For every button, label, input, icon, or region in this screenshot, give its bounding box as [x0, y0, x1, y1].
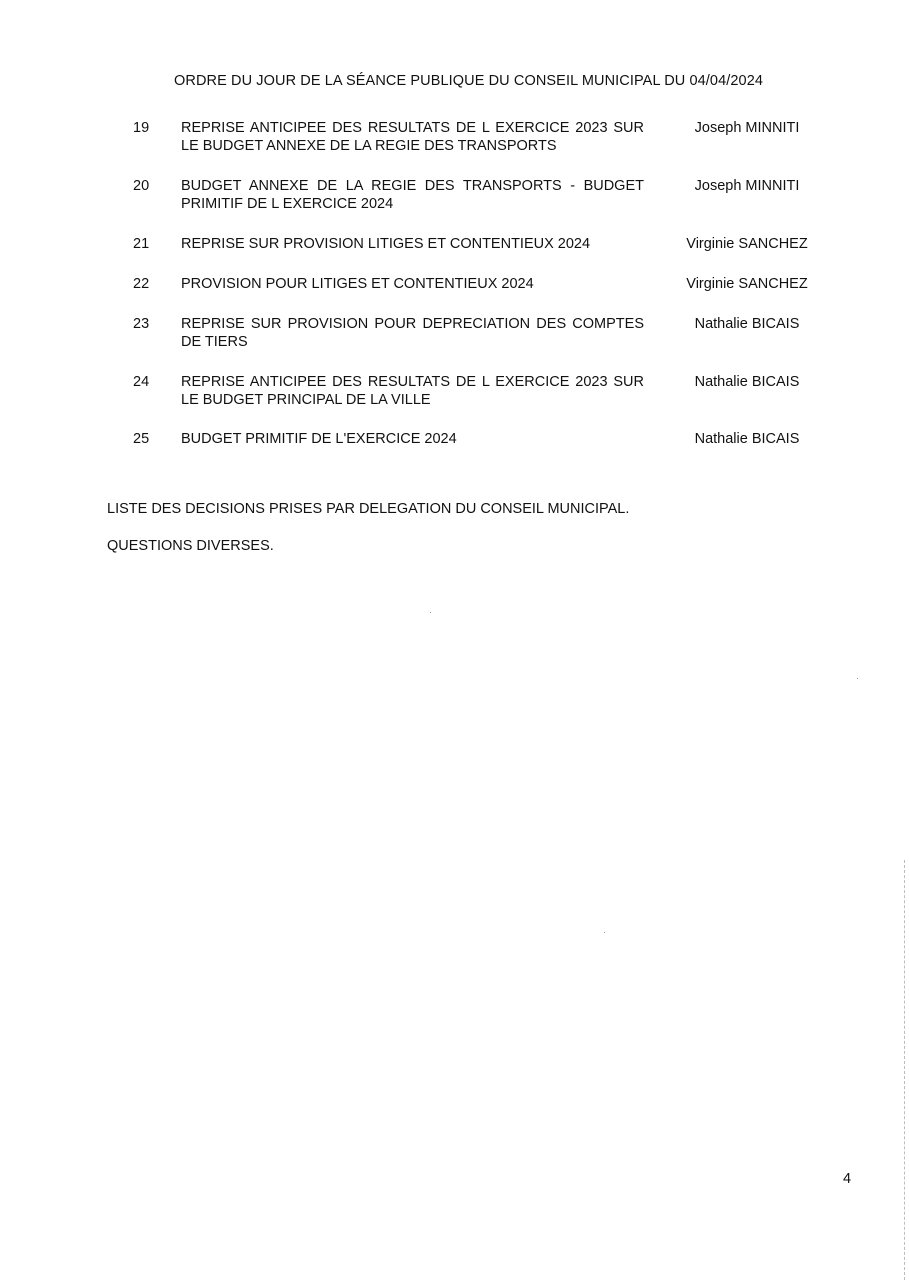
item-rapporteur: Joseph MINNITI	[694, 120, 800, 136]
item-number: 19	[133, 120, 150, 136]
scan-speck	[604, 932, 605, 933]
item-number: 23	[133, 316, 150, 332]
item-rapporteur: Nathalie BICAIS	[694, 374, 800, 390]
scan-speck	[857, 678, 858, 679]
item-title: REPRISE ANTICIPEE DES RESULTATS DE L EXERCICE 2023 SUR LE BUDGET PRINCIPAL DE LA VILLE	[181, 374, 644, 408]
item-title: REPRISE SUR PROVISION LITIGES ET CONTENTIEUX 2024	[181, 236, 591, 252]
item-number: 21	[133, 236, 150, 252]
item-rapporteur: Nathalie BICAIS	[694, 431, 800, 447]
item-number: 20	[133, 178, 150, 194]
item-number: 24	[133, 374, 150, 390]
item-title: BUDGET ANNEXE DE LA REGIE DES TRANSPORTS - BUDGET PRIMITIF DE L EXERCICE 2024	[181, 178, 644, 212]
item-rapporteur: Nathalie BICAIS	[694, 316, 800, 332]
page-number: 4	[843, 1171, 852, 1187]
item-number: 25	[133, 431, 150, 447]
scan-speck	[430, 612, 431, 613]
questions-diverses-line: QUESTIONS DIVERSES.	[107, 538, 274, 554]
item-rapporteur: Virginie SANCHEZ	[686, 276, 808, 292]
item-rapporteur: Virginie SANCHEZ	[686, 236, 808, 252]
item-title: BUDGET PRIMITIF DE L'EXERCICE 2024	[181, 431, 457, 447]
scan-edge-mark	[904, 860, 906, 1280]
delegation-decisions-line: LISTE DES DECISIONS PRISES PAR DELEGATION DU CONSEIL MUNICIPAL.	[107, 501, 630, 517]
item-title: REPRISE ANTICIPEE DES RESULTATS DE L EXERCICE 2023 SUR LE BUDGET ANNEXE DE LA REGIE DES TRANSPORTS	[181, 120, 644, 154]
item-title: REPRISE SUR PROVISION POUR DEPRECIATION DES COMPTES DE TIERS	[181, 316, 644, 350]
item-number: 22	[133, 276, 150, 292]
item-rapporteur: Joseph MINNITI	[694, 178, 800, 194]
page-header: ORDRE DU JOUR DE LA SÉANCE PUBLIQUE DU CONSEIL MUNICIPAL DU 04/04/2024	[174, 73, 764, 89]
item-title: PROVISION POUR LITIGES ET CONTENTIEUX 2024	[181, 276, 534, 292]
